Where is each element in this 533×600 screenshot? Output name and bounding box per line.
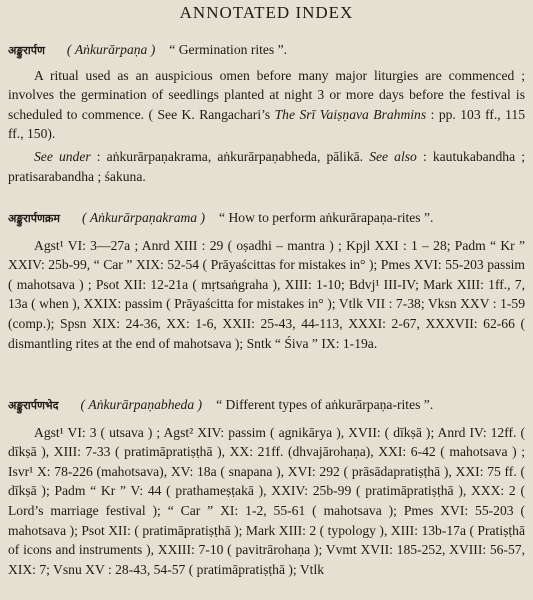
devanagari-headword: अङ्कुरार्पणक्रम — [8, 212, 60, 225]
index-entry-ankurarpanabheda — [8, 395, 525, 579]
devanagari-headword: अङ्कुरार्पणभेद — [8, 399, 59, 412]
entry-references: Agst¹ VI: 3—27a ; Anrd XIII : 29 ( oṣadhi – mantra ) ; Kpjl XXI : 1 – 28; Padm “ Kr ” XXIV: 25b-99, “ Car ” XIX: 52-54 ( Prāyaścittas for mistakes in° ); Pmes XVI: 55-203 passim ( mahotsava ) ; Psot XII: 12-21a ( mṛtsaṅgraha ), XIII: 1-10; Bdvj¹ III-IV; Mark XIII: 1ff., 7, 13a ( when ), XXIX: passim ( Prāyaścitta for mistakes in° ); Vtlk VII : 7-38; Vksn XXV : 1-59 (comp.); Spsn XIX: 24-36, XX: 1-6, XXII: 25-43, 44-113, XXXI: 2-67, XXXVII: 62-66 ( dismantling rites at the end of mahotsava ); Sntk “ Śiva ” IX: 1-19a. — [8, 237, 525, 351]
entry-heading — [8, 208, 525, 229]
entry-heading — [8, 395, 525, 416]
see-also-text: : kautukabandha ; pratisarabandha ; śakuna. — [8, 148, 525, 184]
see-also-label: See also — [369, 148, 417, 164]
index-entry-ankurarpanakrama — [8, 208, 525, 353]
index-entry-ankurarpana — [8, 40, 525, 186]
see-under-label: See under — [34, 148, 91, 164]
transliteration: ( Aṅkurārpaṇakrama ) — [81, 210, 206, 225]
description-text: A ritual used as an auspicious omen before many major liturgies are commenced ; involves the germination of seedlings planted at night 3 or more days before the festival is scheduled to commence. ( See K. Rangachari’s — [8, 67, 525, 122]
entry-heading — [8, 40, 525, 61]
gloss: “ How to perform aṅkurārapaṇa-rites ”. — [219, 210, 434, 225]
gloss: “ Germination rites ”. — [169, 42, 288, 57]
see-under-text: : aṅkurārpaṇakrama, aṅkurārpaṇabheda, pālikā. — [96, 148, 364, 164]
cross-references — [8, 147, 525, 186]
devanagari-headword: अङ्कुरार्पण — [8, 44, 45, 57]
page-title: ANNOTATED INDEX — [179, 3, 354, 22]
source-title: The Srī Vaiṣṇava Brahmins — [274, 106, 427, 122]
transliteration: ( Aṅkurārpaṇabheda ) — [80, 397, 203, 412]
gloss: “ Different types of aṅkurārpaṇa-rites ”. — [216, 397, 434, 412]
transliteration: ( Aṅkurārpaṇa ) — [66, 42, 156, 57]
entry-description — [8, 66, 525, 144]
source-pages: : pp. 103 ff., 115 ff., 150). — [8, 106, 526, 142]
entry-references: Agst¹ VI: 3 ( utsava ) ; Agst² XIV: passim ( agnikārya ), XVII: ( dīkṣā ); Anrd IV: 12ff. ( dīkṣā ), XIII: 7-33 ( pratimāpratiṣṭhā ), XX: 21ff. (dhvajārohaṇa), XXI: 6-42 ( mahotsava ) ; Isvr¹ X: 78-226 (mahotsava), XV: 18a ( snapana ), XVI: 292 ( prāsādapratiṣṭhā ), XXI: 75 ff. ( dīkṣā ); Padm “ Kr ” V: 44 ( prathameṣṭakā ), XXIV: 25b-99 ( pratimāpratiṣṭhā ), XXX: 2 ( Lord’s marriage festival ); “ Car ” XI: 1-2, 55-61 ( mahotsava ); Pmes XVI: 55-203 ( mahotsava ); Psot XII: ( pratimāpratiṣṭhā ); Mark XIII: 2 ( typology ), XIII: 13b-17a ( Pratiṣṭhā of icons and instruments ), XXIII: 7-10 ( pavitrārohaṇa ); Vvmt XVII: 185-252, XVIII: 56-57, XIX: 7; Vsnu XV : 28-43, 54-57 ( pratimāpratiṣṭhā ); Vtlk — [8, 424, 525, 577]
